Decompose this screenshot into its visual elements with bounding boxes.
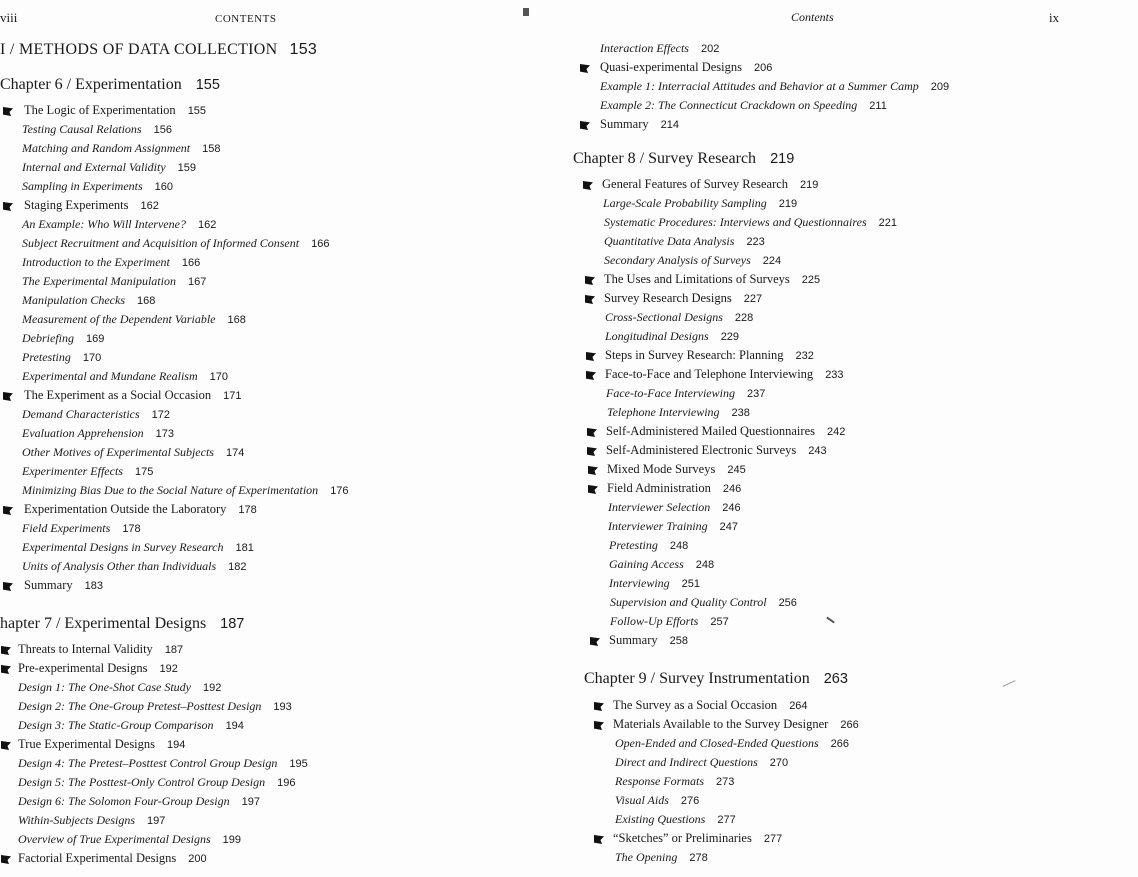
toc-subsection [18,756,308,771]
chapter-heading [0,76,220,94]
entry-title: Pretesting [609,538,658,552]
running-head: Contents [791,10,834,24]
entry-title: Field Administration [607,481,711,495]
chapter-page: 263 [823,671,848,687]
toc-subsection [609,538,688,553]
toc-subsection [600,41,719,56]
entry-page: 206 [753,62,773,74]
entry-title: Interviewer Training [608,519,708,533]
entry-title: Factorial Experimental Designs [18,851,177,865]
toc-section [18,661,178,676]
chapter-title: Chapter 8 / Survey Research [573,150,757,167]
entry-title: The Uses and Limitations of Surveys [604,272,790,286]
entry-page: 197 [147,815,166,827]
entry-page: 192 [202,682,222,694]
section-bullet-icon [1,741,11,750]
entry-page: 278 [689,852,708,864]
entry-title: Subject Recruitment and Acquisition of Informed Consent [22,236,300,250]
entry-page: 219 [800,179,819,191]
entry-page: 243 [808,445,827,457]
toc-subsection [22,407,170,422]
section-bullet-icon [586,352,596,361]
entry-page: 214 [660,119,679,131]
entry-page: 178 [122,523,141,535]
entry-page: 176 [330,485,349,497]
entry-title: Gaining Access [609,557,684,571]
toc-section [613,698,808,713]
entry-page: 248 [669,540,689,552]
entry-title: The Experiment as a Social Occasion [24,388,212,402]
entry-title: Experimental Designs in Survey Research [22,540,224,554]
entry-page: 159 [177,162,197,174]
entry-page: 194 [225,720,244,732]
entry-page: 223 [746,236,765,248]
entry-page: 168 [136,295,156,307]
toc-subsection [22,445,244,460]
toc-section [606,424,845,439]
chapter-title: Chapter 9 / Survey Instrumentation [584,670,810,687]
entry-page: 242 [826,426,846,438]
section-bullet-icon [594,702,604,711]
scan-speck [523,8,529,16]
entry-page: 233 [825,369,844,381]
entry-page: 224 [762,255,782,267]
entry-title: The Experimental Manipulation [22,274,176,288]
entry-page: 192 [159,663,178,675]
toc-subsection [605,329,739,344]
entry-page: 238 [731,407,750,419]
entry-page: 247 [719,521,739,533]
toc-subsection [18,699,292,714]
entry-page: 232 [795,350,814,362]
entry-title: Visual Aids [615,793,669,807]
entry-title: Systematic Procedures: Interviews and Questionnaires [604,215,867,229]
page-number: ix [1049,10,1060,25]
entry-title: Face-to-Face Interviewing [606,386,735,400]
entry-title: Measurement of the Dependent Variable [22,312,216,326]
entry-title: Self-Administered Mailed Questionnaires [606,424,815,438]
entry-page: 277 [763,833,783,845]
entry-title: Summary [609,633,658,647]
chapter-page: 187 [220,616,245,632]
entry-title: Experimental and Mundane Realism [22,369,198,383]
entry-page: 246 [722,483,742,495]
section-bullet-icon [590,637,600,646]
entry-title: Steps in Survey Research: Planning [605,348,784,362]
part-title: I / METHODS OF DATA COLLECTION [0,41,278,58]
entry-title: An Example: Who Will Intervene? [22,217,186,231]
entry-page: 248 [695,559,715,571]
entry-title: Materials Available to the Survey Designer [613,717,829,731]
entry-title: Field Experiments [22,521,111,535]
toc-section [607,481,741,496]
entry-title: Response Formats [615,774,704,788]
entry-title: Self-Administered Electronic Surveys [606,443,797,457]
entry-title: Threats to Internal Validity [18,642,153,656]
toc-subsection [600,79,949,94]
section-bullet-icon [588,466,598,475]
entry-title: Telephone Interviewing [607,405,720,419]
section-bullet-icon [594,835,604,844]
entry-page: 256 [778,597,797,609]
entry-title: Staging Experiments [24,198,129,212]
entry-page: 162 [197,219,217,231]
entry-title: Face-to-Face and Telephone Interviewing [605,367,814,381]
toc-section [613,831,782,846]
right-page [565,0,1138,877]
toc-subsection [22,255,200,270]
toc-subsection [615,755,788,770]
section-bullet-icon [586,371,596,380]
entry-title: Example 2: The Connecticut Crackdown on Speeding [600,98,858,112]
toc-subsection [22,426,174,441]
entry-title: Interviewer Selection [608,500,711,514]
entry-title: Quasi-experimental Designs [600,60,742,74]
entry-title: Follow-Up Efforts [610,614,699,628]
entry-page: 197 [241,796,260,808]
entry-title: Internal and External Validity [22,160,166,174]
toc-subsection [22,464,153,479]
entry-page: 200 [188,853,207,865]
entry-title: Debriefing [22,331,74,345]
chapter-page: 155 [195,77,220,93]
entry-title: Experimenter Effects [22,464,123,478]
toc-section [604,272,820,287]
toc-subsection [603,196,797,211]
entry-title: Design 5: The Posttest-Only Control Group Design [18,775,266,789]
entry-page: 270 [769,757,789,769]
section-bullet-icon [3,506,13,515]
entry-title: Matching and Random Assignment [22,141,191,155]
toc-subsection [18,813,165,828]
toc-subsection [22,141,220,156]
entry-title: Existing Questions [615,812,706,826]
entry-page: 181 [235,542,254,554]
part-page: 153 [289,41,318,58]
entry-page: 273 [716,776,735,788]
entry-page: 166 [311,238,330,250]
toc-section [604,291,762,306]
toc-subsection [615,850,708,865]
entry-title: Supervision and Quality Control [610,595,767,609]
section-bullet-icon [3,107,13,116]
entry-page: 171 [223,390,242,402]
entry-title: Experimentation Outside the Laboratory [24,502,227,516]
toc-subsection [22,122,172,137]
toc-subsection [22,293,155,308]
entry-title: Survey Research Designs [604,291,732,305]
toc-subsection [604,234,765,249]
toc-section [605,348,814,363]
toc-section [607,462,746,477]
entry-page: 221 [878,217,897,229]
toc-section [605,367,844,382]
toc-subsection [608,500,741,515]
section-bullet-icon [1,855,11,864]
toc-subsection [22,350,101,365]
entry-page: 251 [681,578,701,590]
entry-title: Evaluation Apprehension [22,426,144,440]
part-heading [0,41,317,59]
entry-title: Interaction Effects [600,41,689,55]
section-bullet-icon [3,582,13,591]
entry-page: 193 [273,701,292,713]
toc-subsection [604,215,897,230]
entry-title: Summary [24,578,73,592]
entry-page: 182 [228,561,247,573]
entry-title: Cross-Sectional Designs [605,310,723,324]
entry-page: 170 [82,352,102,364]
entry-page: 237 [746,388,766,400]
toc-section [606,443,827,458]
section-bullet-icon [587,447,597,456]
entry-page: 187 [164,644,184,656]
entry-title: Introduction to the Experiment [22,255,170,269]
toc-section [18,737,185,752]
section-bullet-icon [3,202,13,211]
entry-page: 166 [181,257,201,269]
toc-section [24,388,241,403]
entry-title: Within-Subjects Designs [18,813,135,827]
entry-page: 199 [222,834,241,846]
toc-subsection [22,217,216,232]
entry-page: 227 [743,293,763,305]
chapter-title: hapter 7 / Experimental Designs [0,615,207,632]
entry-page: 168 [227,314,246,326]
entry-page: 257 [710,616,729,628]
toc-section [600,60,772,75]
toc-section [18,851,207,866]
entry-page: 219 [778,198,798,210]
toc-subsection [18,832,241,847]
entry-page: 174 [225,447,245,459]
entry-title: The Logic of Experimentation [24,103,176,117]
entry-title: Demand Characteristics [22,407,140,421]
entry-page: 245 [727,464,746,476]
entry-title: Design 3: The Static-Group Comparison [18,718,214,732]
entry-page: 178 [238,504,257,516]
left-page [0,0,560,877]
entry-page: 183 [84,580,103,592]
entry-title: Quantitative Data Analysis [604,234,735,248]
entry-title: “Sketches” or Preliminaries [613,831,752,845]
section-bullet-icon [580,121,590,130]
toc-subsection [22,160,196,175]
entry-title: Large-Scale Probability Sampling [603,196,767,210]
entry-title: Testing Causal Relations [22,122,142,136]
toc-subsection [18,794,260,809]
entry-title: The Survey as a Social Occasion [613,698,778,712]
toc-subsection [22,331,104,346]
entry-title: Units of Analysis Other than Individuals [22,559,217,573]
entry-page: 155 [187,105,207,117]
entry-page: 158 [202,143,221,155]
entry-page: 167 [187,276,207,288]
section-bullet-icon [1,665,11,674]
chapter-heading [584,670,848,688]
toc-subsection [22,540,254,555]
entry-title: Longitudinal Designs [605,329,709,343]
entry-page: 160 [154,181,174,193]
section-bullet-icon [3,392,13,401]
toc-subsection [22,236,329,251]
toc-subsection [22,274,206,289]
entry-title: Other Motives of Experimental Subjects [22,445,214,459]
entry-title: Design 1: The One-Shot Case Study [18,680,191,694]
section-bullet-icon [1,646,11,655]
entry-page: 194 [167,739,186,751]
entry-title: Pretesting [22,350,71,364]
chapter-heading [573,150,794,168]
entry-page: 264 [789,700,808,712]
toc-subsection [615,812,736,827]
section-bullet-icon [588,485,598,494]
toc-subsection [615,774,734,789]
entry-title: True Experimental Designs [18,737,156,751]
toc-subsection [22,312,246,327]
entry-title: Summary [600,117,649,131]
entry-title: Sampling in Experiments [22,179,143,193]
entry-page: 156 [153,124,172,136]
entry-page: 169 [86,333,105,345]
entry-title: The Opening [615,850,678,864]
entry-page: 211 [869,100,887,112]
toc-subsection [600,98,887,113]
entry-page: 225 [801,274,821,286]
toc-subsection [615,736,849,751]
toc-subsection [22,483,349,498]
toc-subsection [606,386,765,401]
toc-section [613,717,859,732]
entry-page: 258 [669,635,688,647]
toc-subsection [610,614,729,629]
toc-section [600,117,679,132]
toc-subsection [22,369,228,384]
toc-subsection [615,793,699,808]
entry-title: Design 4: The Pretest–Posttest Control Group Design [18,756,278,770]
entry-title: Secondary Analysis of Surveys [604,253,751,267]
entry-page: 276 [680,795,700,807]
entry-title: Direct and Indirect Questions [615,755,758,769]
toc-subsection [607,405,750,420]
entry-page: 202 [700,43,720,55]
entry-page: 173 [155,428,175,440]
entry-title: Overview of True Experimental Designs [18,832,211,846]
toc-section [24,103,206,118]
entry-page: 209 [930,81,950,93]
entry-title: Pre-experimental Designs [18,661,148,675]
section-bullet-icon [580,64,590,73]
toc-section [24,502,257,517]
entry-page: 170 [209,371,228,383]
entry-title: Interviewing [609,576,670,590]
toc-subsection [605,310,753,325]
toc-subsection [22,559,246,574]
section-bullet-icon [585,276,595,285]
entry-page: 162 [140,200,159,212]
toc-subsection [22,521,141,536]
entry-title: Design 6: The Solomon Four-Group Design [18,794,230,808]
entry-page: 228 [734,312,754,324]
entry-title: Example 1: Interracial Attitudes and Behavior at a Summer Camp [600,79,919,93]
entry-page: 196 [277,777,296,789]
entry-title: Open-Ended and Closed-Ended Questions [615,736,819,750]
entry-page: 175 [134,466,154,478]
entry-page: 246 [722,502,741,514]
toc-subsection [18,680,221,695]
entry-title: Design 2: The One-Group Pretest–Posttest Design [18,699,262,713]
page-number: viii [0,10,18,25]
toc-subsection [609,576,700,591]
entry-page: 277 [717,814,736,826]
chapter-heading [0,615,244,633]
section-bullet-icon [587,428,597,437]
toc-section [18,642,183,657]
running-head: CONTENTS [215,13,277,25]
chapter-page: 219 [770,151,795,167]
toc-subsection [610,595,797,610]
section-bullet-icon [585,295,595,304]
entry-title: Manipulation Checks [22,293,125,307]
entry-page: 266 [840,719,859,731]
toc-subsection [609,557,714,572]
entry-title: Mixed Mode Surveys [607,462,716,476]
entry-title: General Features of Survey Research [602,177,789,191]
entry-title: Minimizing Bias Due to the Social Nature of Experimentation [22,483,319,497]
entry-page: 266 [830,738,849,750]
toc-subsection [22,179,173,194]
section-bullet-icon [583,181,593,190]
toc-subsection [18,718,244,733]
chapter-title: Chapter 6 / Experimentation [0,76,182,93]
entry-page: 172 [151,409,171,421]
toc-section [24,578,103,593]
toc-section [602,177,818,192]
toc-subsection [18,775,295,790]
toc-section [24,198,159,213]
section-bullet-icon [594,721,604,730]
toc-section [609,633,688,648]
toc-subsection [608,519,738,534]
entry-page: 229 [720,331,740,343]
entry-page: 195 [289,758,308,770]
toc-subsection [604,253,781,268]
